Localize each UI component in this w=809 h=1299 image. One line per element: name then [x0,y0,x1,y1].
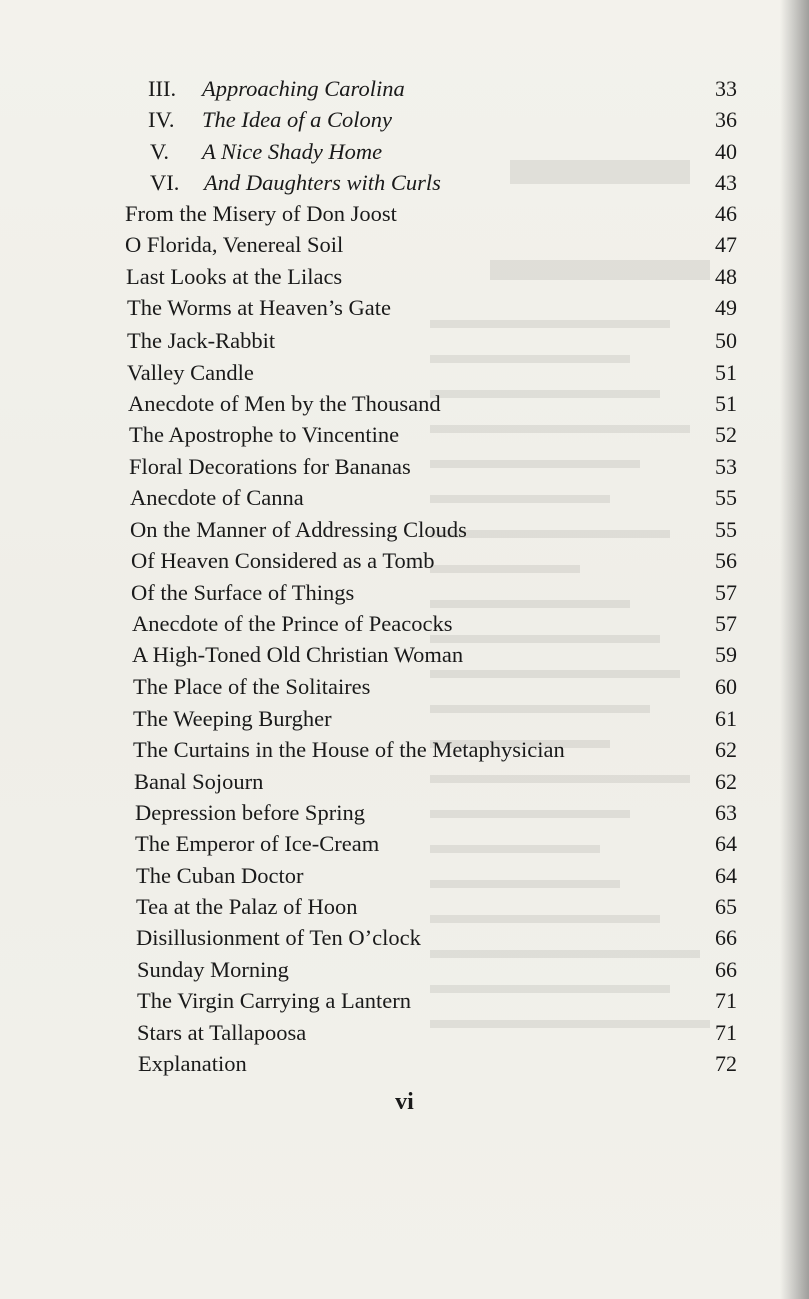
entry-title: Anecdote of the Prince of Peacocks [132,611,453,636]
entry-title: Valley Candle [127,360,254,385]
entry-title: Tea at the Palaz of Hoon [136,894,358,919]
toc-entry [0,639,809,671]
subsection-title: The Idea of a Colony [202,107,392,132]
page-number: 57 [715,611,737,636]
entry-title: Of Heaven Considered as a Tomb [131,548,435,573]
toc-subsection [0,73,809,105]
toc-entry [0,828,809,860]
page-number: 48 [715,264,737,289]
toc-entry [0,545,809,577]
toc-entry [0,922,809,954]
entry-title: The Place of the Solitaires [133,674,371,699]
page-number: 49 [715,295,737,320]
entry-title: Floral Decorations for Bananas [129,454,411,479]
page-number: 61 [715,706,737,731]
entry-title: Banal Sojourn [134,769,264,794]
page-number: 51 [715,360,737,385]
page-number: 55 [715,517,737,542]
entry-title: The Weeping Burgher [133,706,332,731]
toc-entry [0,954,809,986]
page-number: 63 [715,800,737,825]
toc-entry [0,860,809,892]
toc-entry [0,419,809,451]
page-number: 66 [715,957,737,982]
entry-title: On the Manner of Addressing Clouds [130,517,467,542]
page-number: 36 [715,107,737,132]
toc-entry [0,482,809,514]
entry-title: The Jack-Rabbit [127,328,276,353]
entry-title: Disillusionment of Ten O’clock [136,925,421,950]
page-number: 47 [715,232,737,257]
entry-title: Anecdote of Men by the Thousand [128,391,441,416]
page-number: 51 [715,391,737,416]
entry-title: A High-Toned Old Christian Woman [132,642,464,667]
page-number: 46 [715,201,737,226]
entry-title: The Apostrophe to Vincentine [129,422,400,447]
subsection-numeral: VI. [150,170,180,195]
subsection-numeral: III. [148,76,177,101]
page-number: 53 [715,454,737,479]
toc-entry [0,703,809,735]
toc-entry [0,1017,809,1049]
entry-title: Of the Surface of Things [131,580,355,605]
entry-title: Explanation [138,1051,247,1076]
entry-title: Anecdote of Canna [130,485,304,510]
page-number: 62 [715,737,737,762]
entry-title: The Curtains in the House of the Metaphysician [133,737,565,762]
toc-entry [0,357,809,389]
toc-entry [0,325,809,357]
page-number: 71 [715,1020,737,1045]
toc-entry [0,734,809,766]
entry-title: The Cuban Doctor [136,863,304,888]
subsection-title: Approaching Carolina [202,76,405,101]
toc-entry [0,229,809,261]
page-number: 52 [715,422,737,447]
subsection-numeral: IV. [148,107,175,132]
toc-entry [0,766,809,798]
entry-title: Depression before Spring [135,800,365,825]
toc-entry [0,514,809,546]
subsection-numeral: V. [150,139,169,164]
page-number: 56 [715,548,737,573]
entry-title: Stars at Tallapoosa [137,1020,307,1045]
page-folio: vi [395,1089,414,1115]
page-number: 59 [715,642,737,667]
page-number: 72 [715,1051,737,1076]
entry-title: From the Misery of Don Joost [125,201,397,226]
page-number: 57 [715,580,737,605]
entry-title: O Florida, Venereal Soil [125,232,344,257]
page-number: 40 [715,139,737,164]
page-number: 64 [715,831,737,856]
page-number: 62 [715,769,737,794]
page-number: 60 [715,674,737,699]
toc-entry [0,1048,809,1080]
page-number: 65 [715,894,737,919]
page-number: 71 [715,988,737,1013]
page-number: 66 [715,925,737,950]
toc-entry [0,292,809,324]
toc-entry [0,388,809,420]
toc-entry [0,261,809,293]
toc-entry [0,608,809,640]
entry-title: The Virgin Carrying a Lantern [137,988,411,1013]
toc-entry [0,671,809,703]
toc-entry [0,198,809,230]
toc-entry [0,577,809,609]
page-number: 55 [715,485,737,510]
toc-entry [0,451,809,483]
entry-title: The Worms at Heaven’s Gate [127,295,391,320]
subsection-title: A Nice Shady Home [202,139,383,164]
subsection-title: And Daughters with Curls [204,170,441,195]
page-number: 50 [715,328,737,353]
page-number: 33 [715,76,737,101]
toc-subsection [0,167,809,199]
entry-title: The Emperor of Ice-Cream [135,831,380,856]
toc-subsection [0,136,809,168]
toc-entry [0,985,809,1017]
entry-title: Last Looks at the Lilacs [126,264,343,289]
page-number: 43 [715,170,737,195]
toc-subsection [0,104,809,136]
toc-entry [0,891,809,923]
entry-title: Sunday Morning [137,957,289,982]
page-number: 64 [715,863,737,888]
toc-entry [0,797,809,829]
